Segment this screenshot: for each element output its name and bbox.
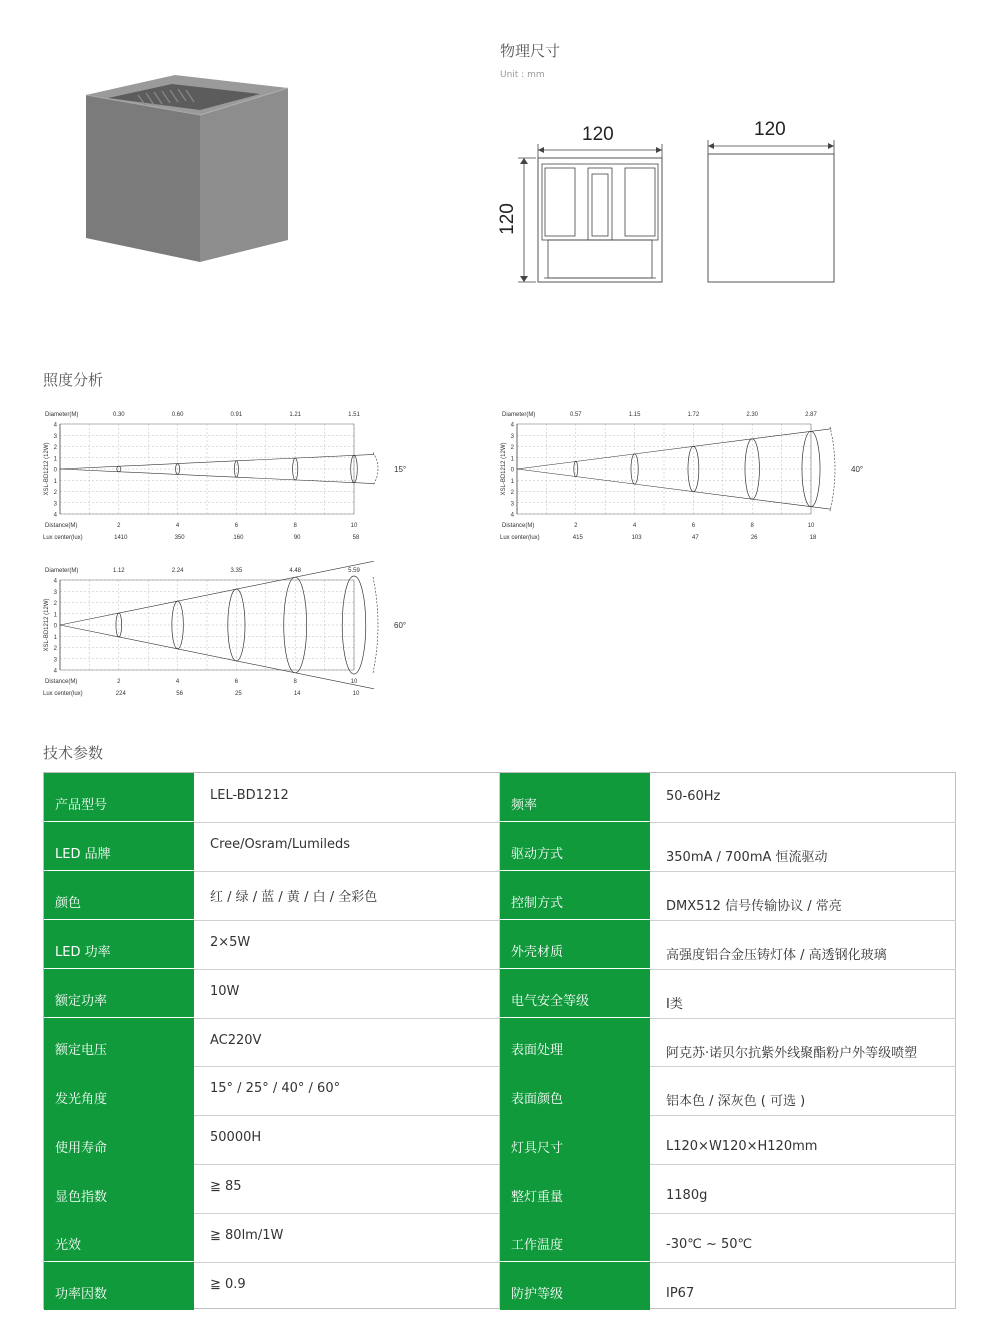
diameter-value: 5.59 [348,568,360,574]
column-divider [499,773,500,1308]
beam-edge-upper [60,561,374,625]
lux-value: 90 [293,535,301,541]
row-divider [194,822,500,823]
lux-value: 350 [174,535,185,541]
y-tick-label: 1 [510,478,514,485]
row-divider [650,1164,956,1165]
left-spec-label [44,773,194,821]
diameter-value: 1.12 [112,568,125,574]
left-spec-label [44,1018,194,1066]
y-tick-label: 4 [53,422,57,429]
y-tick-label: 4 [53,578,57,585]
left-spec-label [44,1213,194,1261]
row-divider [650,1018,956,1019]
distance-value: 10 [350,523,358,529]
diameter-row-label: Diameter(M) [502,412,536,418]
row-divider [650,822,956,823]
distance-value: 2 [574,523,578,529]
chart-grid [60,424,354,514]
right-spec-value: Ⅰ类 [666,996,683,1012]
left-spec-value: AC220V [210,1032,262,1048]
device-label: XSL-BD1212 (12W) [44,442,50,496]
lux-value: 103 [631,535,642,541]
spec-label-text: 防护等级 [511,1287,564,1303]
lux-value: 26 [750,535,758,541]
distance-value: 8 [293,523,297,529]
diameter-value: 1.72 [687,412,700,418]
row-divider [650,1066,956,1067]
device-label: XSL-BD1212 (12W) [44,598,50,652]
right-spec-value: 1180g [666,1188,708,1204]
beam-chart-60 [40,561,420,701]
y-tick-label: 2 [510,490,514,496]
row-divider [194,871,500,872]
y-tick-label: 3 [53,657,57,664]
spec-label-text: 功率因数 [55,1287,108,1303]
distance-value: 4 [175,679,180,685]
spec-label-text: 发光角度 [55,1091,108,1107]
dimension-drawing [500,130,850,290]
left-spec-value: ≧ 80lm/1W [210,1228,284,1244]
beam-angle-label: 60° [394,621,407,630]
chart-grid [517,424,811,514]
left-spec-value: 10W [210,983,240,999]
distance-value: 2 [117,523,121,529]
spec-label-text: 使用寿命 [55,1140,108,1156]
lux-value: 25 [235,691,242,697]
spec-label-text: 额定电压 [55,1042,108,1058]
front-height-label: 120 [496,203,518,235]
distance-value: 8 [750,523,754,529]
lux-value: 58 [352,535,360,541]
spec-label-text: 颜色 [55,896,82,912]
left-spec-value: 15° / 25° / 40° / 60° [210,1081,341,1097]
row-divider [194,1018,500,1019]
row-divider [194,1164,500,1165]
y-tick-label: 1 [53,634,57,641]
lux-row-label: Lux center(lux) [43,691,83,697]
chart-grid [60,580,354,670]
diameter-value: 2.87 [805,412,817,418]
distance-value: 4 [632,523,637,529]
spec-label-text: 表面处理 [511,1042,564,1058]
diameter-value: 1.21 [289,412,302,418]
product-image [80,70,295,265]
y-tick-label: 3 [510,501,514,508]
left-spec-label [44,1164,194,1212]
lux-value: 10 [352,691,360,697]
right-spec-label [500,773,650,821]
row-divider [194,1213,500,1214]
spec-label-text: LED 功率 [55,945,111,961]
distance-value: 4 [175,523,180,529]
left-spec-label [44,871,194,919]
specs-title: 技术参数 [43,744,104,762]
spec-label-text: LED 品牌 [55,847,111,863]
distance-value: 6 [234,679,239,685]
right-spec-label [500,1213,650,1261]
distance-value: 8 [293,679,297,685]
diameter-value: 1.51 [348,412,360,418]
illuminance-title: 照度分析 [43,371,104,389]
spec-label-text: 显色指数 [55,1189,108,1205]
distance-value: 6 [234,523,239,529]
dimensions-title: 物理尺寸 [500,42,561,60]
unit-label: Unit : mm [500,70,545,80]
lux-value: 224 [115,691,126,697]
y-tick-label: 3 [53,501,57,508]
y-tick-label: 1 [510,456,514,463]
beam-angle-label: 15° [394,465,407,474]
right-spec-label [500,1018,650,1066]
spec-label-text: 产品型号 [55,798,108,814]
diameter-row-label: Diameter(M) [45,568,79,574]
lux-value: 1410 [114,535,128,541]
spec-label-text: 整灯重量 [511,1189,564,1205]
row-divider [650,920,956,921]
y-tick-label: 1 [53,456,57,463]
left-spec-value: 红 / 绿 / 蓝 / 黄 / 白 / 全彩色 [210,889,378,905]
row-divider [650,1262,956,1263]
left-spec-label [44,969,194,1017]
left-spec-value: ≧ 0.9 [210,1277,246,1292]
lux-value: 18 [809,535,817,541]
spec-label-text: 控制方式 [511,896,564,912]
lux-row-label: Lux center(lux) [43,535,83,541]
left-spec-label [44,822,194,870]
right-spec-label [500,871,650,919]
right-spec-label [500,1066,650,1114]
left-spec-value: 50000H [210,1130,262,1146]
right-spec-label [500,920,650,968]
right-spec-value: 阿克苏·诺贝尔抗紫外线聚酯粉户外等级喷塑 [666,1045,918,1061]
beam-edge-lower [517,469,831,509]
beam-angle-label: 40° [851,465,864,474]
y-tick-label: 2 [53,646,57,652]
row-divider [650,1115,956,1116]
distance-value: 2 [117,679,121,685]
beam-edge-upper [60,454,374,469]
right-spec-value: 高强度铝合金压铸灯体 / 高透钢化玻璃 [666,947,887,963]
device-label: XSL-BD1212 (12W) [501,442,507,496]
beam-chart-15 [40,405,420,545]
left-spec-value: LEL-BD1212 [210,788,289,803]
diameter-value: 1.15 [628,412,641,418]
left-spec-value: ≧ 85 [210,1179,242,1195]
lux-value: 160 [233,535,244,541]
distance-value: 10 [350,679,358,685]
y-tick-label: 3 [53,433,57,440]
right-spec-value: DMX512 信号传输协议 / 常亮 [666,898,842,914]
diameter-value: 3.35 [230,568,243,574]
row-divider [194,969,500,970]
left-spec-label [44,1066,194,1114]
left-spec-value: 2×5W [210,934,251,950]
diameter-value: 0.57 [569,412,582,418]
spec-label-text: 电气安全等级 [511,993,590,1009]
beam-edge-lower [60,469,374,484]
right-spec-value: -30℃ ~ 50℃ [666,1237,753,1253]
row-divider [650,871,956,872]
spec-label-text: 表面颜色 [511,1091,564,1107]
lux-value: 56 [176,691,183,697]
lux-row-label: Lux center(lux) [500,535,540,541]
diameter-value: 4.48 [289,568,302,574]
diameter-row-label: Diameter(M) [45,412,79,418]
beam-angle-arc [373,452,378,485]
right-spec-label [500,969,650,1017]
beam-edge-upper [517,429,831,469]
diameter-value: 0.91 [230,412,243,418]
spec-label-text: 外壳材质 [511,945,564,961]
y-tick-label: 4 [510,512,514,519]
y-tick-label: 0 [510,467,514,474]
row-divider [194,1262,500,1263]
diameter-value: 2.30 [746,412,759,418]
right-spec-label [500,1115,650,1163]
beam-chart-40 [497,405,877,545]
spec-label-text: 灯具尺寸 [511,1140,564,1156]
front-width-label: 120 [582,124,614,145]
y-tick-label: 4 [53,668,57,675]
right-spec-value: 350mA / 700mA 恒流驱动 [666,849,828,865]
y-tick-label: 4 [53,512,57,519]
right-spec-value: L120×W120×H120mm [666,1139,818,1155]
lux-value: 47 [692,535,699,541]
row-divider [194,1066,500,1067]
distance-value: 10 [807,523,815,529]
y-tick-label: 1 [53,612,57,619]
beam-edge-lower [60,625,374,689]
distance-row-label: Distance(M) [45,523,78,529]
left-spec-value: Cree/Osram/Lumileds [210,836,351,852]
y-tick-label: 3 [53,589,57,596]
beam-angle-arc [373,577,378,673]
right-spec-value: IP67 [666,1286,695,1301]
spec-label-text: 额定功率 [55,993,108,1009]
row-divider [650,969,956,970]
beam-angle-arc [830,427,835,511]
row-divider [194,920,500,921]
right-spec-label [500,1262,650,1310]
spec-label-text: 工作温度 [511,1238,564,1254]
y-tick-label: 3 [510,433,514,440]
lux-value: 14 [293,691,301,697]
y-tick-label: 4 [510,422,514,429]
distance-row-label: Distance(M) [502,523,535,529]
y-tick-label: 0 [53,623,57,630]
spec-label-text: 光效 [55,1238,82,1254]
row-divider [650,1213,956,1214]
diameter-value: 0.30 [112,412,125,418]
side-width-label: 120 [754,119,786,140]
y-tick-label: 2 [53,601,57,607]
right-spec-label [500,822,650,870]
left-spec-label [44,1262,194,1310]
y-tick-label: 2 [53,445,57,451]
distance-value: 6 [691,523,696,529]
right-spec-value: 铝本色 / 深灰色 ( 可选 ) [666,1094,806,1110]
diameter-value: 0.60 [171,412,184,418]
spec-label-text: 驱动方式 [511,847,564,863]
spec-table [43,772,956,1309]
y-tick-label: 2 [53,490,57,496]
distance-row-label: Distance(M) [45,679,78,685]
left-spec-label [44,920,194,968]
left-spec-label [44,1115,194,1163]
y-tick-label: 2 [510,445,514,451]
spec-label-text: 频率 [511,798,538,814]
right-spec-value: 50-60Hz [666,789,721,804]
row-divider [194,1115,500,1116]
y-tick-label: 1 [53,478,57,485]
lux-value: 415 [572,535,583,541]
diameter-value: 2.24 [171,568,184,574]
right-spec-label [500,1164,650,1212]
y-tick-label: 0 [53,467,57,474]
